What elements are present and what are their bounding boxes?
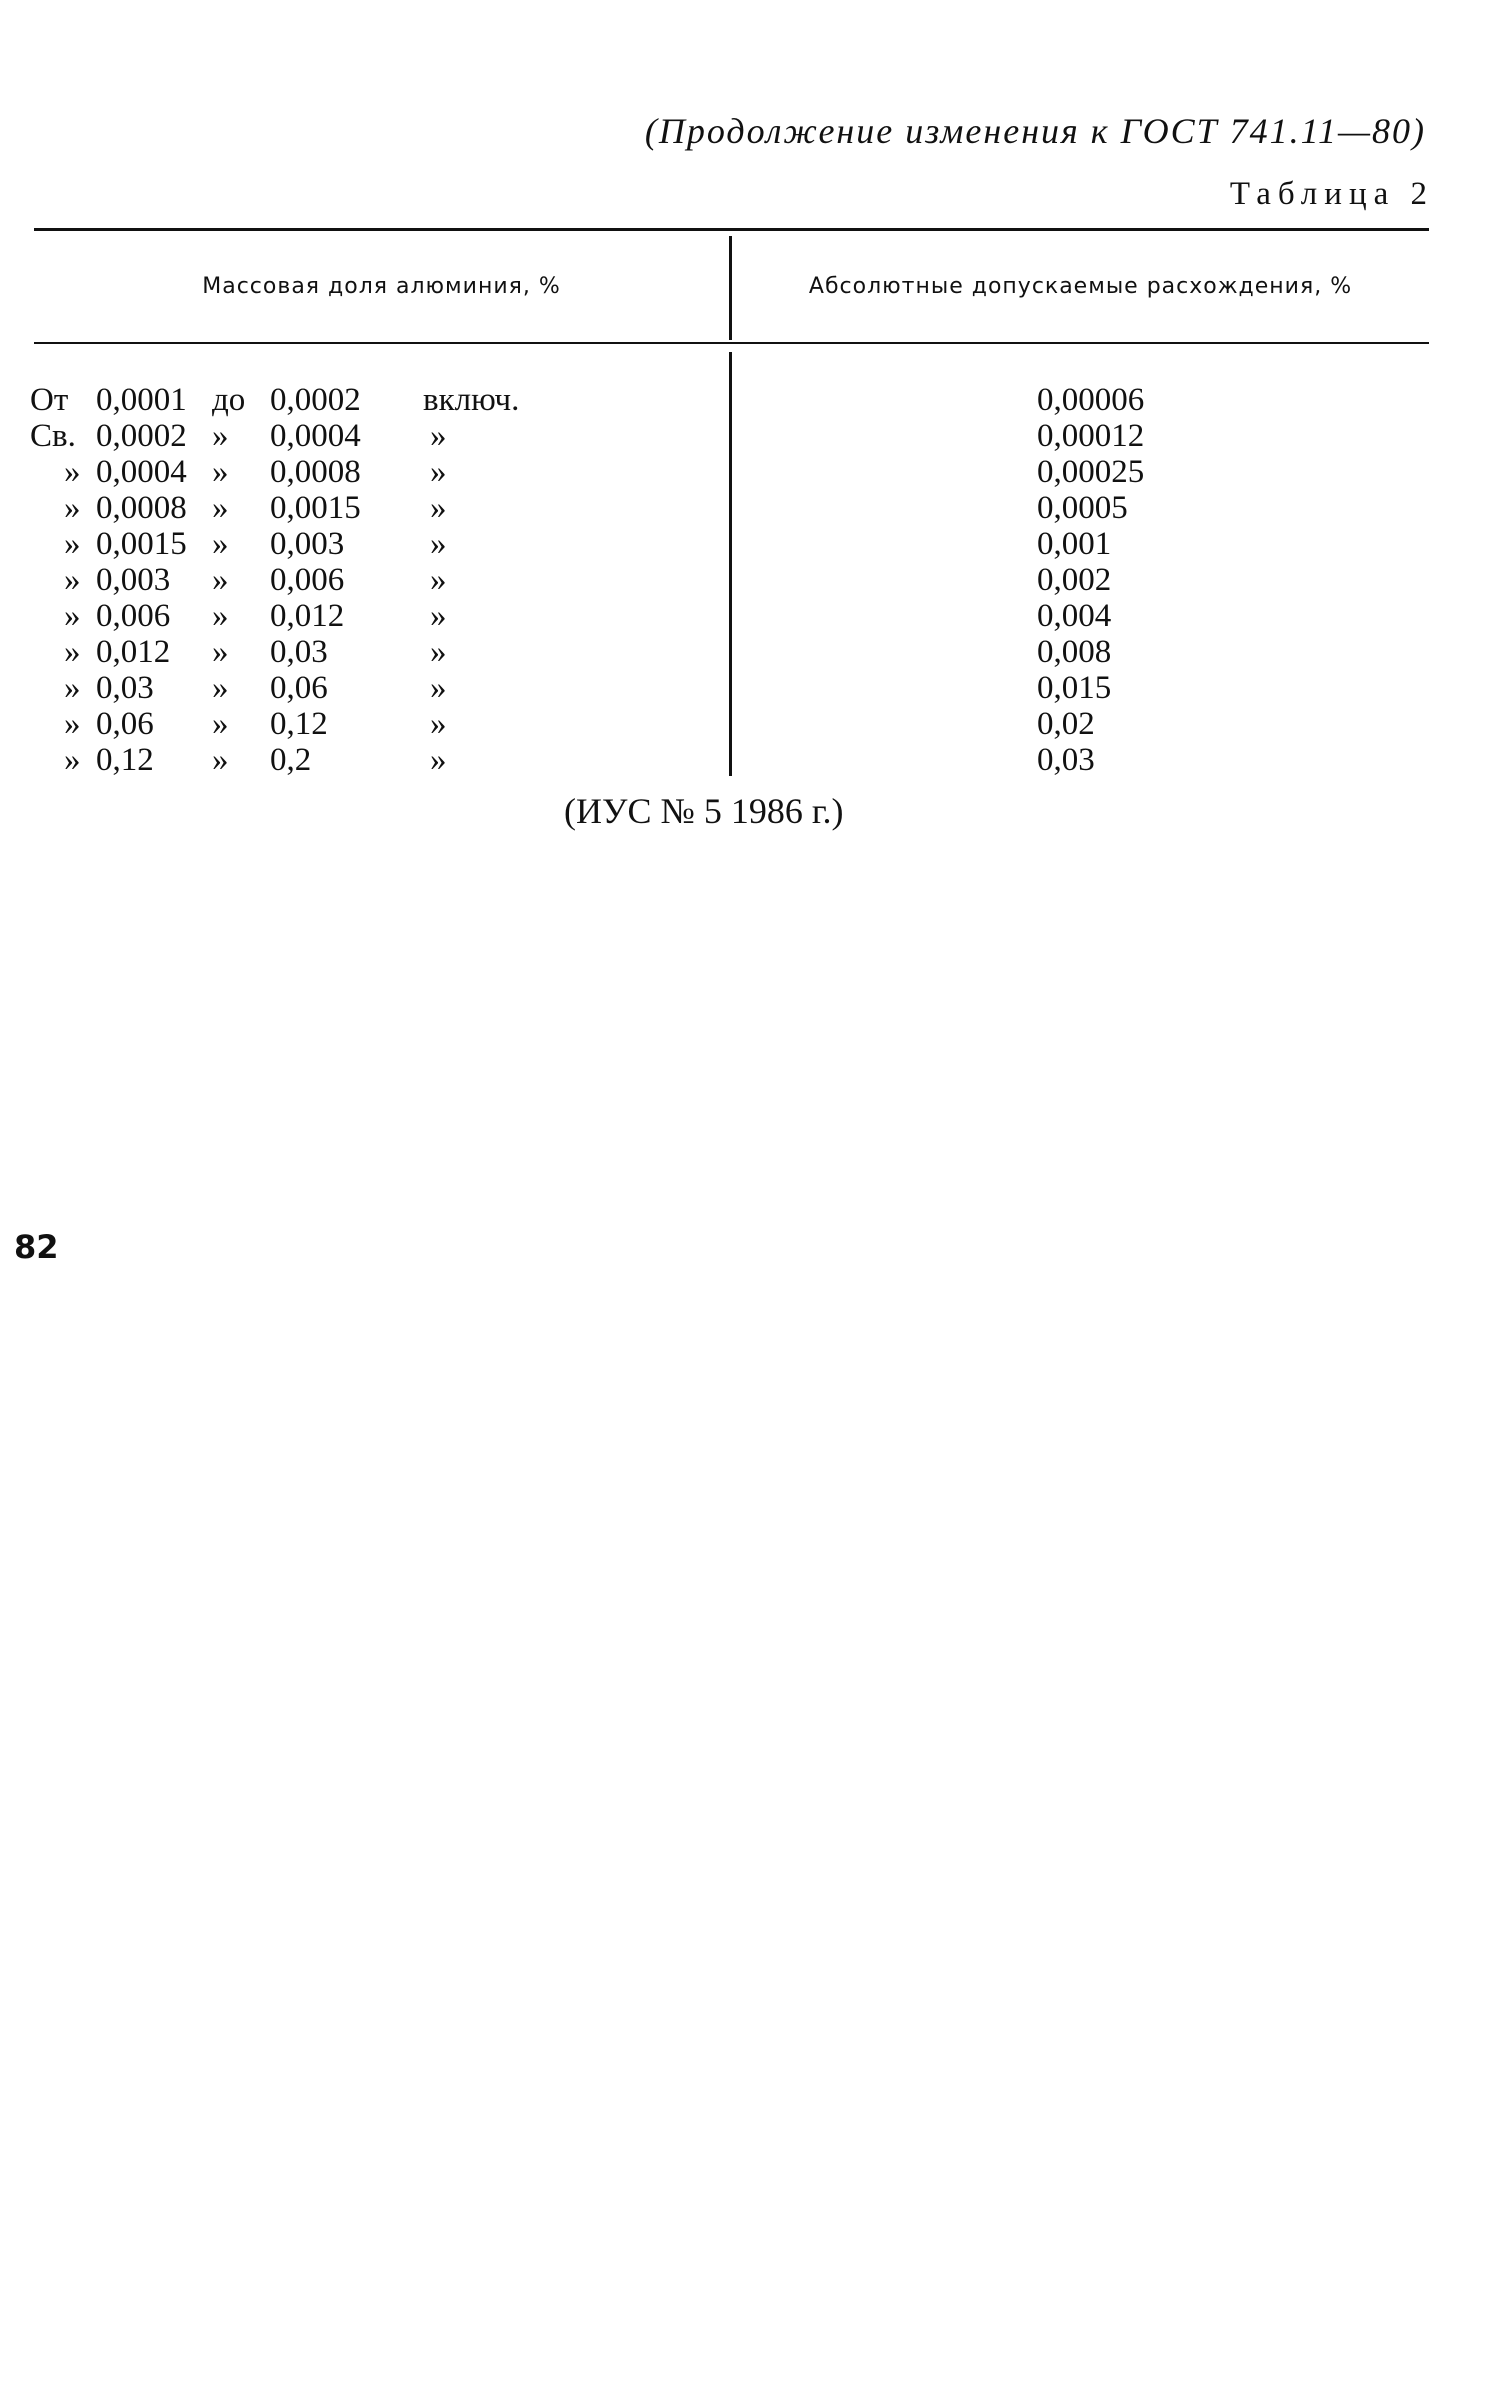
deviation-value: 0,008 (1037, 634, 1112, 670)
range-separator: » (212, 742, 229, 778)
range-to: 0,12 (270, 706, 328, 742)
table-row (30, 670, 1430, 706)
column-header-deviation: Абсолютные допускаемые расхождения, % (808, 274, 1353, 299)
range-to: 0,0008 (270, 454, 361, 490)
deviation-value: 0,002 (1037, 562, 1112, 598)
table-header-rule (34, 342, 1429, 344)
column-header-mass-fraction: Массовая доля алюминия, % (202, 274, 561, 299)
range-separator: » (212, 706, 229, 742)
table-row (30, 706, 1430, 742)
range-to: 0,012 (270, 598, 345, 634)
range-suffix: » (430, 490, 447, 526)
range-prefix: » (64, 670, 81, 706)
range-prefix: » (64, 490, 81, 526)
range-separator: » (212, 634, 229, 670)
range-prefix: » (64, 454, 81, 490)
table-label: Таблица 2 (1229, 176, 1434, 212)
range-to: 0,03 (270, 634, 328, 670)
range-suffix: » (430, 562, 447, 598)
range-from: 0,006 (96, 598, 171, 634)
range-separator: » (212, 670, 229, 706)
range-separator: » (212, 598, 229, 634)
range-prefix: » (64, 562, 81, 598)
range-from: 0,012 (96, 634, 171, 670)
deviation-value: 0,015 (1037, 670, 1112, 706)
range-from: 0,003 (96, 562, 171, 598)
table-row (30, 598, 1430, 634)
range-prefix: Св. (30, 418, 76, 454)
deviation-value: 0,00012 (1037, 418, 1145, 454)
table-row (30, 454, 1430, 490)
range-suffix: » (430, 742, 447, 778)
range-to: 0,0015 (270, 490, 361, 526)
range-prefix: » (64, 634, 81, 670)
page-number: 82 (14, 1228, 59, 1266)
deviation-value: 0,004 (1037, 598, 1112, 634)
deviation-value: 0,00006 (1037, 382, 1145, 418)
range-prefix: От (30, 382, 69, 418)
range-from: 0,0001 (96, 382, 187, 418)
table-row (30, 526, 1430, 562)
table-row (30, 418, 1430, 454)
table-row (30, 562, 1430, 598)
range-to: 0,006 (270, 562, 345, 598)
range-separator: » (212, 418, 229, 454)
range-to: 0,0002 (270, 382, 361, 418)
range-separator: » (212, 562, 229, 598)
range-from: 0,06 (96, 706, 154, 742)
range-suffix: » (430, 634, 447, 670)
range-from: 0,0015 (96, 526, 187, 562)
range-from: 0,03 (96, 670, 154, 706)
table-row (30, 634, 1430, 670)
range-to: 0,06 (270, 670, 328, 706)
range-from: 0,12 (96, 742, 154, 778)
range-separator: » (212, 526, 229, 562)
deviation-value: 0,00025 (1037, 454, 1145, 490)
table-row (30, 742, 1430, 778)
range-to: 0,003 (270, 526, 345, 562)
range-to: 0,0004 (270, 418, 361, 454)
deviation-value: 0,001 (1037, 526, 1112, 562)
deviation-value: 0,03 (1037, 742, 1095, 778)
table-row (30, 382, 1430, 418)
range-separator: » (212, 454, 229, 490)
range-suffix: » (430, 706, 447, 742)
range-from: 0,0002 (96, 418, 187, 454)
range-prefix: » (64, 526, 81, 562)
table-top-rule (34, 228, 1429, 231)
range-from: 0,0004 (96, 454, 187, 490)
range-suffix: » (430, 454, 447, 490)
range-separator: до (212, 382, 246, 418)
page-header-title: (Продолжение изменения к ГОСТ 741.11—80) (644, 111, 1426, 151)
range-separator: » (212, 490, 229, 526)
range-suffix: » (430, 670, 447, 706)
table-row (30, 490, 1430, 526)
range-prefix: » (64, 742, 81, 778)
range-prefix: » (64, 598, 81, 634)
range-suffix: » (430, 418, 447, 454)
range-from: 0,0008 (96, 490, 187, 526)
deviation-value: 0,0005 (1037, 490, 1128, 526)
range-suffix: » (430, 526, 447, 562)
range-to: 0,2 (270, 742, 312, 778)
range-suffix: включ. (423, 382, 520, 418)
deviation-value: 0,02 (1037, 706, 1095, 742)
range-prefix: » (64, 706, 81, 742)
range-suffix: » (430, 598, 447, 634)
amendment-reference: (ИУС № 5 1986 г.) (564, 791, 844, 831)
table-body (30, 382, 1430, 778)
